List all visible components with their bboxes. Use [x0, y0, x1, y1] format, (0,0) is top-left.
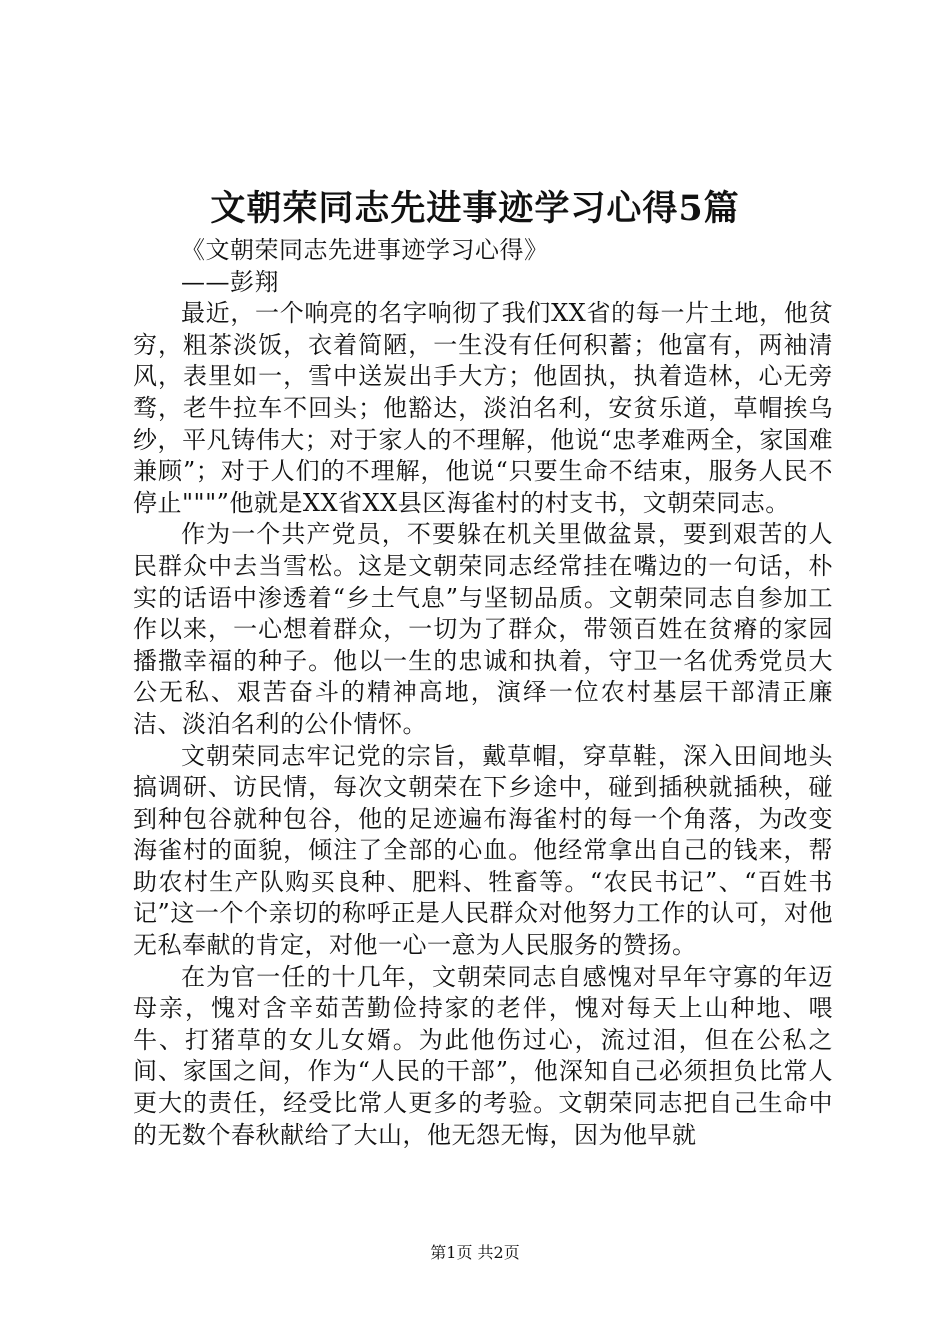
document-author: ——彭翔 — [181, 267, 279, 296]
document-body — [133, 235, 833, 1151]
paragraph-3: 文朝荣同志牢记党的宗旨，戴草帽，穿草鞋，深入田间地头搞调研、访民情，每次文朝荣在下乡途中，碰到插秧就插秧，碰到种包谷就种包谷，他的足迹遍布海雀村的每一个角落，为改变海雀村的面貌，倾注了全部的心血。他经常拿出自己的钱来，帮助农村生产队购买良种、肥料、牲畜等。“农民书记”、“百姓书记”这一个个亲切的称呼正是人民群众对他努力工作的认可，对他无私奉献的肯定，对他一心一意为人民服务的赞扬。 — [133, 741, 833, 960]
paragraph-1: 最近，一个响亮的名字响彻了我们XX省的每一片土地，他贫穷，粗茶淡饭，衣着简陋，一生没有任何积蓄；他富有，两袖清风，表里如一，雪中送炭出手大方；他固执，执着造林，心无旁骛，老牛拉车不回头；他豁达，淡泊名利，安贫乐道，草帽挨乌纱，平凡铸伟大；对于家人的不理解，他说“忠孝难两全，家国难兼顾”；对于人们的不理解，他说“只要生命不结束，服务人民不停止"""”他就是XX省XX县区海雀村的村支书，文朝荣同志。 — [133, 299, 833, 517]
document-title: 文朝荣同志先进事迹学习心得5篇 — [210, 188, 740, 229]
paragraph-2: 作为一个共产党员，不要躲在机关里做盆景，要到艰苦的人民群众中去当雪松。这是文朝荣同志经常挂在嘴边的一句话，朴实的话语中渗透着“乡土气息”与坚韧品质。文朝荣同志自参加工作以来，一心想着群众，一切为了群众，带领百姓在贫瘠的家园播撒幸福的种子。他以一生的忠诚和执着，守卫一名优秀党员大公无私、艰苦奋斗的精神高地，演绎一位农村基层干部清正廉洁、淡泊名利的公仆情怀。 — [133, 520, 833, 738]
paragraph-4: 在为官一任的十几年，文朝荣同志自感愧对早年守寡的年迈母亲，愧对含辛茹苦勤俭持家的老伴，愧对每天上山种地、喂牛、打猪草的女儿女婿。为此他伤过心，流过泪，但在公私之间、家国之间，作为“人民的干部”，他深知自己必须担负比常人更大的责任，经受比常人更多的考验。文朝荣同志把自己生命中的无数个春秋献给了大山，他无怨无悔，因为他早就 — [133, 962, 833, 1149]
document-subtitle: 《文朝荣同志先进事迹学习心得》 — [181, 236, 549, 264]
page-footer: 第1页 共2页 — [430, 1243, 520, 1262]
